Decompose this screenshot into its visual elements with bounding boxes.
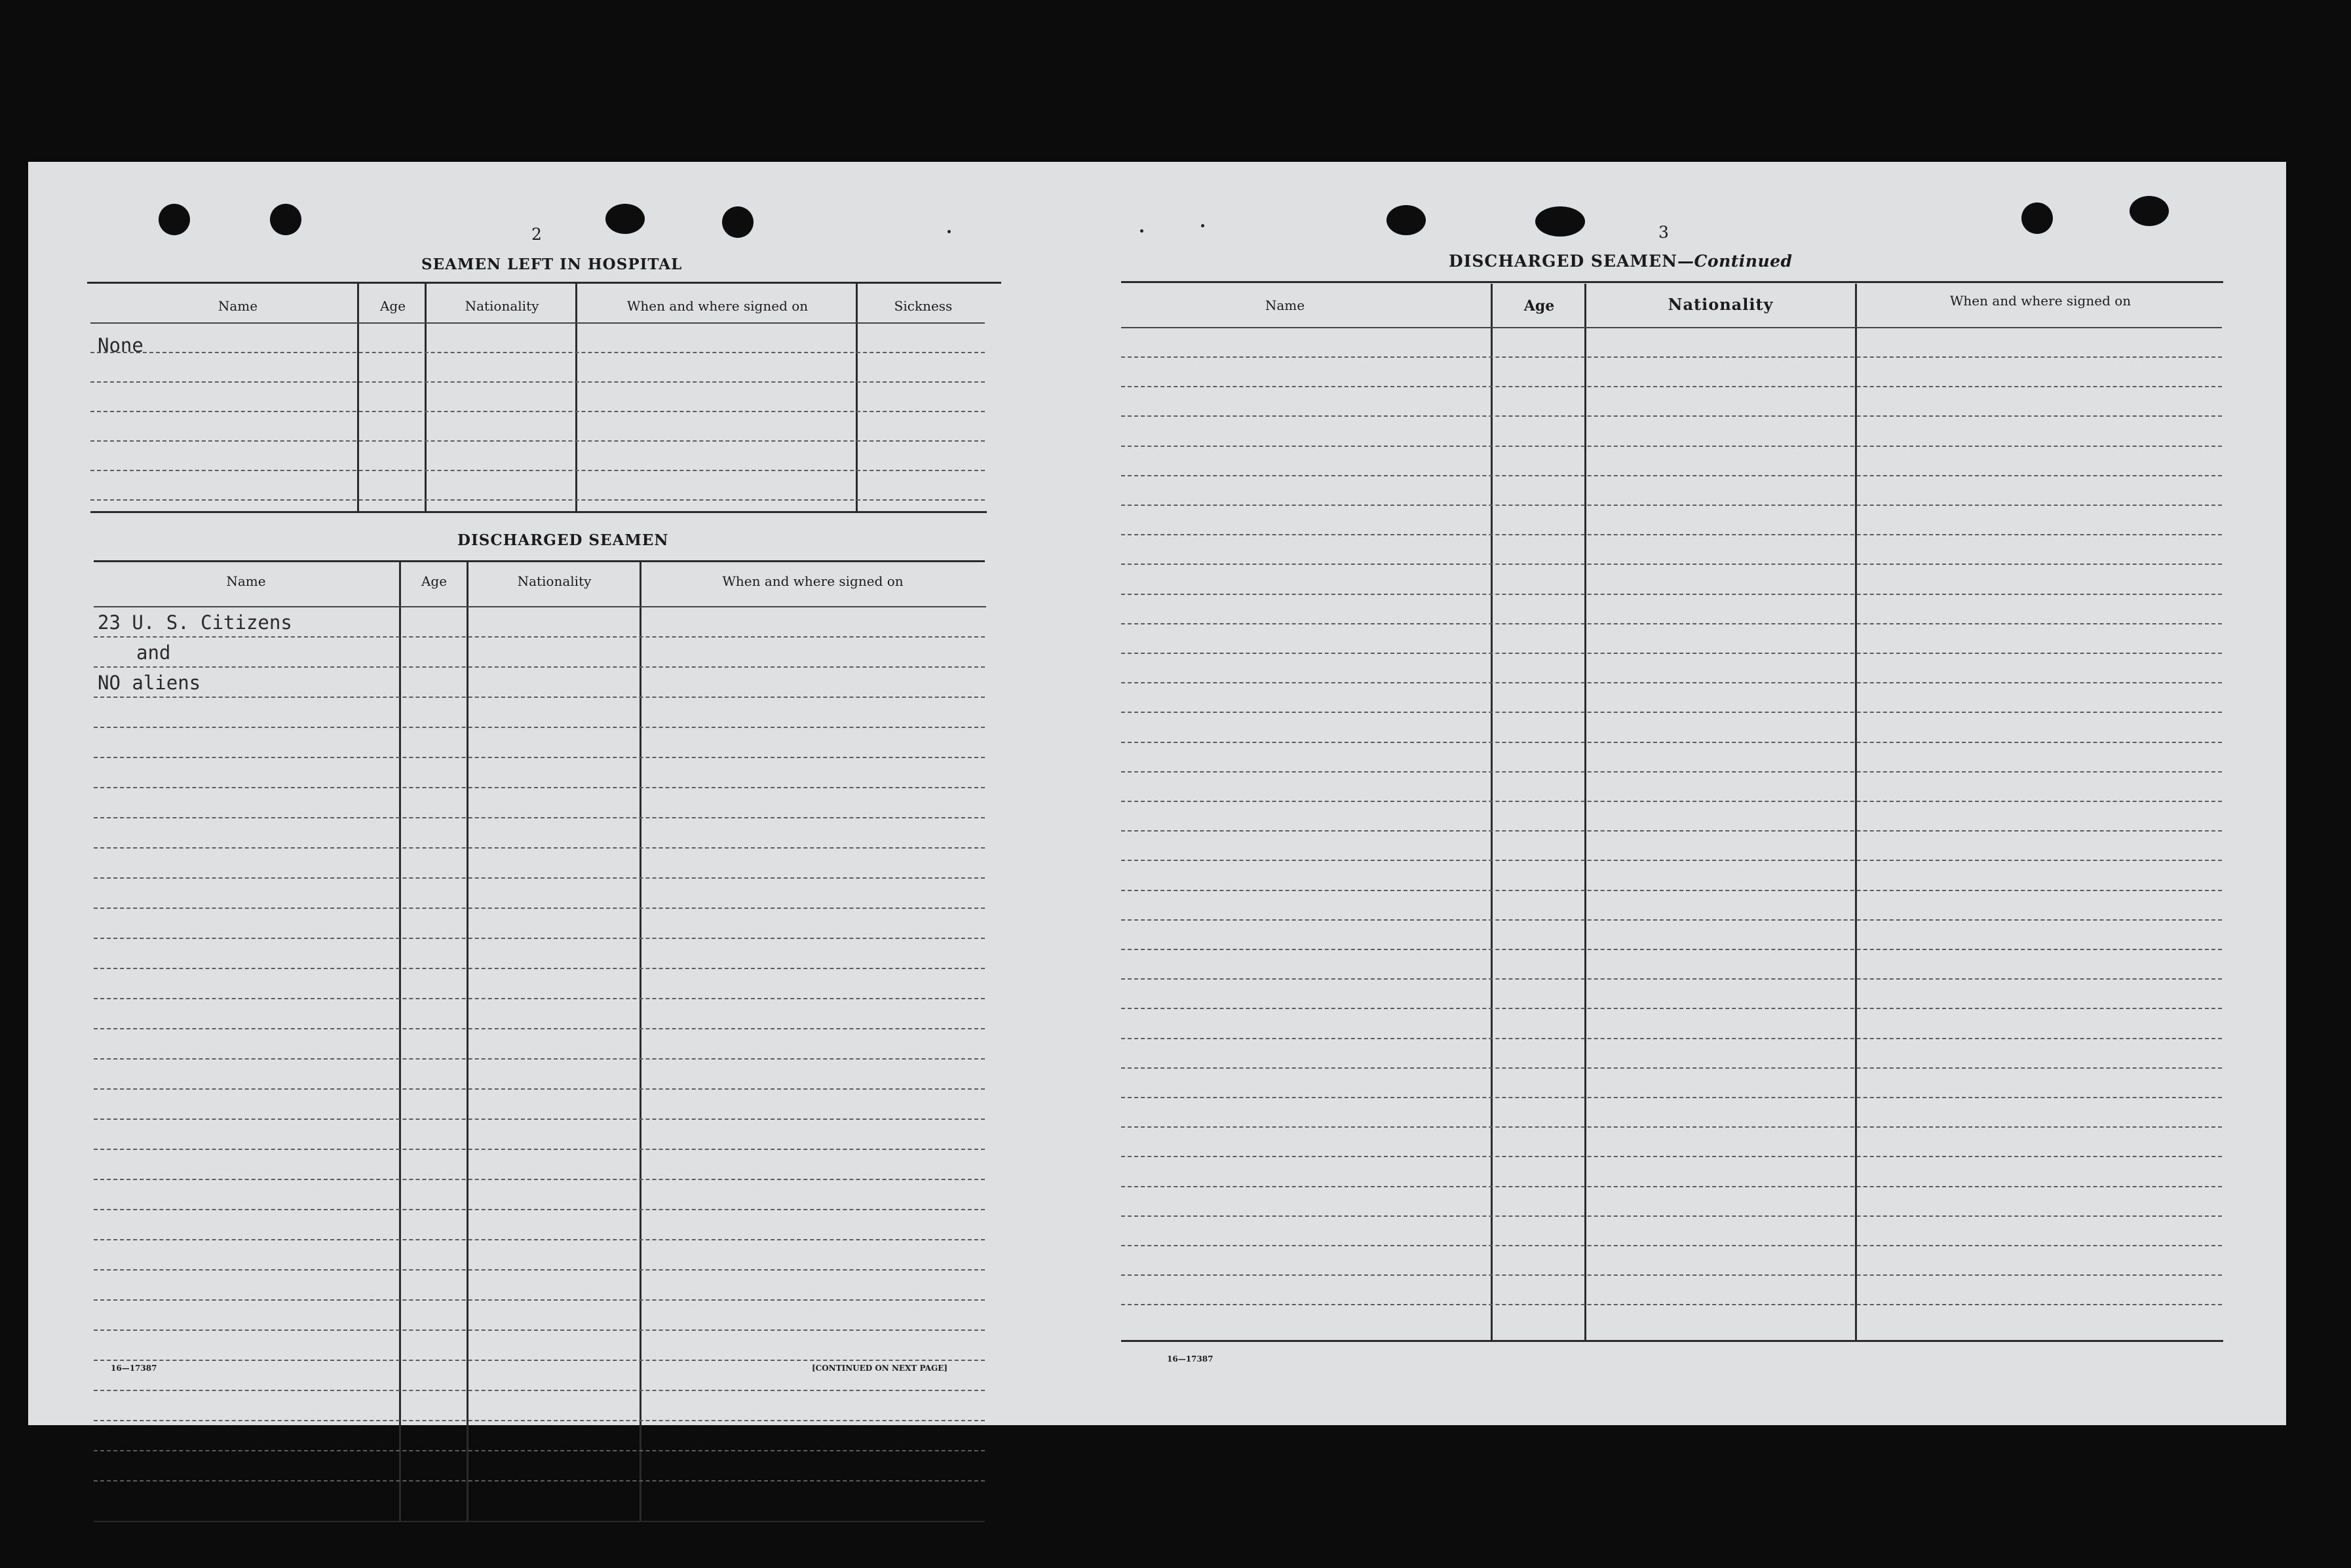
- column-header-nationality: Nationality: [517, 573, 592, 589]
- row-line: [94, 968, 985, 969]
- row-line: [94, 1028, 985, 1029]
- row-line: [1121, 1126, 2222, 1128]
- column-header-signed-on: When and where signed on: [722, 573, 904, 589]
- discharged-section-title: DISCHARGED SEAMEN: [457, 531, 669, 549]
- header-rule: [87, 282, 1001, 284]
- row-line: [1121, 1186, 2222, 1187]
- row-line: [1121, 1097, 2222, 1098]
- column-rule: [467, 562, 468, 1521]
- discharged-entry: 23 U. S. Citizens: [98, 611, 292, 634]
- section-bottom-rule: [94, 1521, 985, 1522]
- column-rule: [1491, 284, 1493, 1340]
- row-line: [1121, 890, 2222, 891]
- row-line: [94, 1390, 985, 1391]
- column-header-nationality: Nationality: [1668, 295, 1774, 314]
- form-number: 16—17387: [1167, 1354, 1214, 1364]
- row-line: [94, 877, 985, 879]
- row-line: [1121, 801, 2222, 802]
- page-number: 2: [531, 225, 542, 244]
- row-line: [1121, 1008, 2222, 1009]
- column-header-age: Age: [379, 298, 406, 314]
- row-line: [1121, 1274, 2222, 1276]
- row-line: [94, 1058, 985, 1060]
- row-line: [1121, 830, 2222, 832]
- column-rule: [575, 284, 577, 511]
- row-line: [94, 606, 986, 607]
- row-line: [1121, 742, 2222, 743]
- row-line: [94, 1269, 985, 1271]
- row-line: [1121, 771, 2222, 773]
- column-rule: [425, 284, 427, 511]
- row-line: [90, 470, 985, 471]
- row-line: [94, 1360, 985, 1361]
- row-line: [90, 322, 985, 324]
- row-line: [90, 499, 985, 501]
- row-line: [1121, 415, 2222, 417]
- row-line: [1121, 1245, 2222, 1246]
- row-line: [1121, 1215, 2222, 1217]
- row-line: [94, 1299, 985, 1301]
- column-rule: [856, 284, 858, 511]
- row-line: [1121, 564, 2222, 565]
- discharged-title-text: DISCHARGED SEAMEN: [1449, 252, 1677, 271]
- section-bottom-rule: [1121, 1340, 2223, 1342]
- row-line: [90, 411, 985, 412]
- column-rule: [399, 562, 401, 1521]
- row-line: [1121, 475, 2222, 476]
- row-line: [94, 817, 985, 818]
- row-line: [1121, 534, 2222, 535]
- row-line: [90, 381, 985, 383]
- row-line: [94, 1420, 985, 1421]
- row-line: [94, 636, 985, 638]
- column-header-signed-on: When and where signed on: [626, 298, 809, 314]
- row-line: [94, 1088, 985, 1090]
- row-line: [94, 998, 985, 999]
- column-header-age: Age: [1523, 297, 1555, 315]
- row-line: [1121, 978, 2222, 980]
- row-line: [94, 847, 985, 849]
- column-header-age: Age: [421, 573, 448, 589]
- page-number: 3: [1658, 223, 1669, 242]
- column-rule: [1584, 284, 1586, 1340]
- hospital-entry: None: [98, 334, 143, 356]
- document-sheet: [28, 162, 2286, 1425]
- row-line: [1121, 386, 2222, 387]
- continued-note: [CONTINUED ON NEXT PAGE]: [812, 1364, 948, 1373]
- row-line: [1121, 860, 2222, 861]
- section-bottom-rule: [90, 511, 987, 513]
- row-line: [1121, 1304, 2222, 1305]
- row-line: [1121, 919, 2222, 921]
- row-line: [1121, 327, 2222, 328]
- column-header-signed-on: When and where signed on: [1949, 293, 2131, 309]
- column-header-nationality: Nationality: [465, 298, 539, 314]
- row-line: [1121, 1038, 2222, 1039]
- row-line: [94, 1239, 985, 1240]
- row-line: [1121, 682, 2222, 683]
- row-line: [94, 1179, 985, 1180]
- continued-label: —Continued: [1677, 252, 1793, 271]
- row-line: [90, 440, 985, 442]
- row-line: [94, 1149, 985, 1150]
- row-line: [94, 666, 985, 668]
- row-line: [1121, 949, 2222, 950]
- left-page: [28, 162, 1050, 1425]
- row-line: [94, 1209, 985, 1210]
- row-line: [94, 697, 985, 698]
- discharged-entry: and: [136, 641, 171, 664]
- right-page: [1116, 162, 2286, 1425]
- row-line: [1121, 356, 2222, 358]
- hospital-section-title: SEAMEN LEFT IN HOSPITAL: [421, 256, 683, 273]
- row-line: [94, 1329, 985, 1331]
- column-header-name: Name: [1265, 297, 1305, 313]
- column-rule: [357, 284, 359, 511]
- row-line: [94, 757, 985, 758]
- row-line: [1121, 446, 2222, 447]
- row-line: [1121, 1156, 2222, 1157]
- row-line: [1121, 623, 2222, 624]
- header-rule: [1121, 281, 2223, 283]
- row-line: [94, 1119, 985, 1120]
- header-rule: [94, 560, 985, 562]
- row-line: [1121, 594, 2222, 595]
- column-rule: [1855, 284, 1857, 1340]
- discharged-entry: NO aliens: [98, 672, 201, 694]
- column-rule: [640, 562, 641, 1521]
- row-line: [1121, 712, 2222, 713]
- column-header-name: Name: [226, 573, 266, 589]
- row-line: [94, 727, 985, 728]
- row-line: [94, 1480, 985, 1482]
- column-header-sickness: Sickness: [894, 298, 953, 314]
- row-line: [1121, 653, 2222, 654]
- row-line: [94, 787, 985, 788]
- row-line: [94, 1450, 985, 1451]
- column-header-name: Name: [218, 298, 258, 314]
- discharged-continued-title: [1449, 252, 1793, 271]
- row-line: [94, 908, 985, 909]
- row-line: [94, 938, 985, 939]
- row-line: [90, 352, 985, 353]
- form-number: 16—17387: [111, 1364, 157, 1373]
- row-line: [1121, 1067, 2222, 1069]
- row-line: [1121, 505, 2222, 506]
